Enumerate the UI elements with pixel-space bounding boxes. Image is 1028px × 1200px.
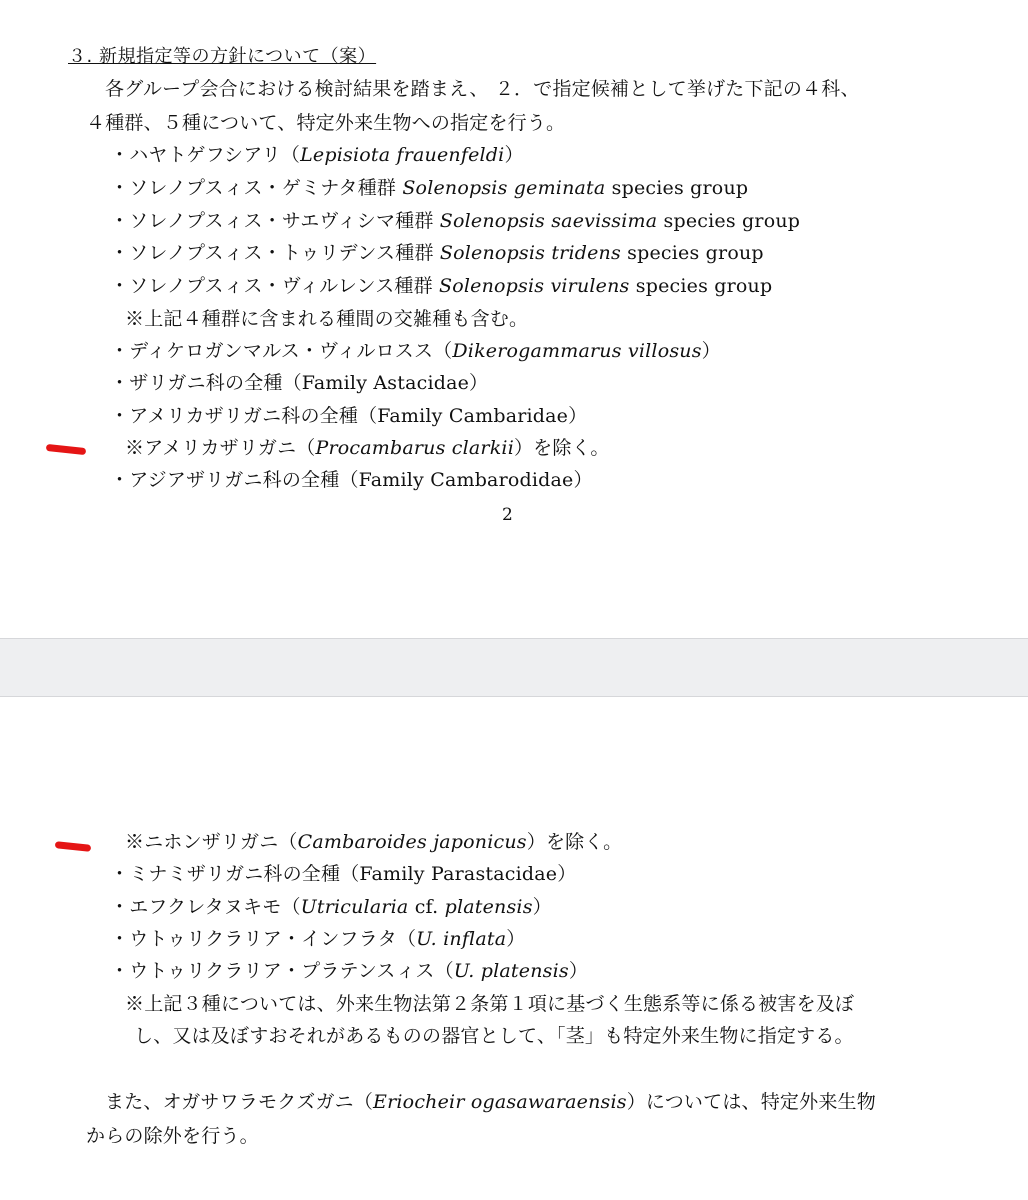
list-item: ・アジアザリガニ科の全種（Family Cambarodidae） [110,469,593,491]
list-item: ・アメリカザリガニ科の全種（Family Cambaridae） [110,405,588,427]
red-highlight-mark [55,841,92,852]
list-item: ・ディケロガンマルス・ヴィルロスス（Dikerogammarus villosus） [110,340,721,362]
list-item: ・ウトゥリクラリア・プラテンスィス（U. platensis） [110,960,589,982]
page-separator [0,638,1028,697]
list-item: ・ソレノプスィス・ヴィルレンス種群 Solenopsis virulens species group [110,275,773,297]
note-exclude-cambaroides: ※ニホンザリガニ（Cambaroides japonicus）を除く。 [125,831,623,853]
page-number: 2 [502,505,513,525]
list-item: ・ザリガニ科の全種（Family Astacidae） [110,372,489,394]
note-exclude-procambarus: ※アメリカザリガニ（Procambarus clarkii）を除く。 [125,437,610,459]
list-item: ・ウトゥリクラリア・インフラタ（U. inflata） [110,928,526,950]
document-page-2 [0,697,1028,1200]
closing-paragraph-line-2: からの除外を行う。 [86,1125,259,1147]
list-item: ・ハヤトゲフシアリ（Lepisiota frauenfeldi） [110,144,524,166]
intro-paragraph-line-1: 各グループ会合における検討結果を踏まえ、 ２．で指定候補として挙げた下記の４科、 [105,78,860,100]
section-heading: ３. 新規指定等の方針について（案） [68,46,377,67]
note-stem-line-2: し、又は及ぼすおそれがあるものの器官として、「茎」も特定外来生物に指定する。 [134,1025,854,1047]
red-highlight-mark [46,444,87,455]
list-item: ・ミナミザリガニ科の全種（Family Parastacidae） [110,863,577,885]
closing-paragraph-line-1: また、オガサワラモクズガニ（Eriocheir ogasawaraensis）については、特定外来生物 [105,1091,876,1113]
list-item: ・ソレノプスィス・トゥリデンス種群 Solenopsis tridens species group [110,242,764,264]
list-item: ・ソレノプスィス・サエヴィシマ種群 Solenopsis saevissima species group [110,210,801,232]
intro-paragraph-line-2: ４種群、５種について、特定外来生物への指定を行う。 [86,112,566,134]
note-stem-line-1: ※上記３種については、外来生物法第２条第１項に基づく生態系等に係る被害を及ぼ [125,993,855,1015]
list-item: ・エフクレタヌキモ（Utricularia cf. platensis） [110,896,552,918]
list-item: ・ソレノプスィス・ゲミナタ種群 Solenopsis geminata species group [110,177,749,199]
note-hybrids: ※上記４種群に含まれる種間の交雑種も含む。 [125,308,529,330]
